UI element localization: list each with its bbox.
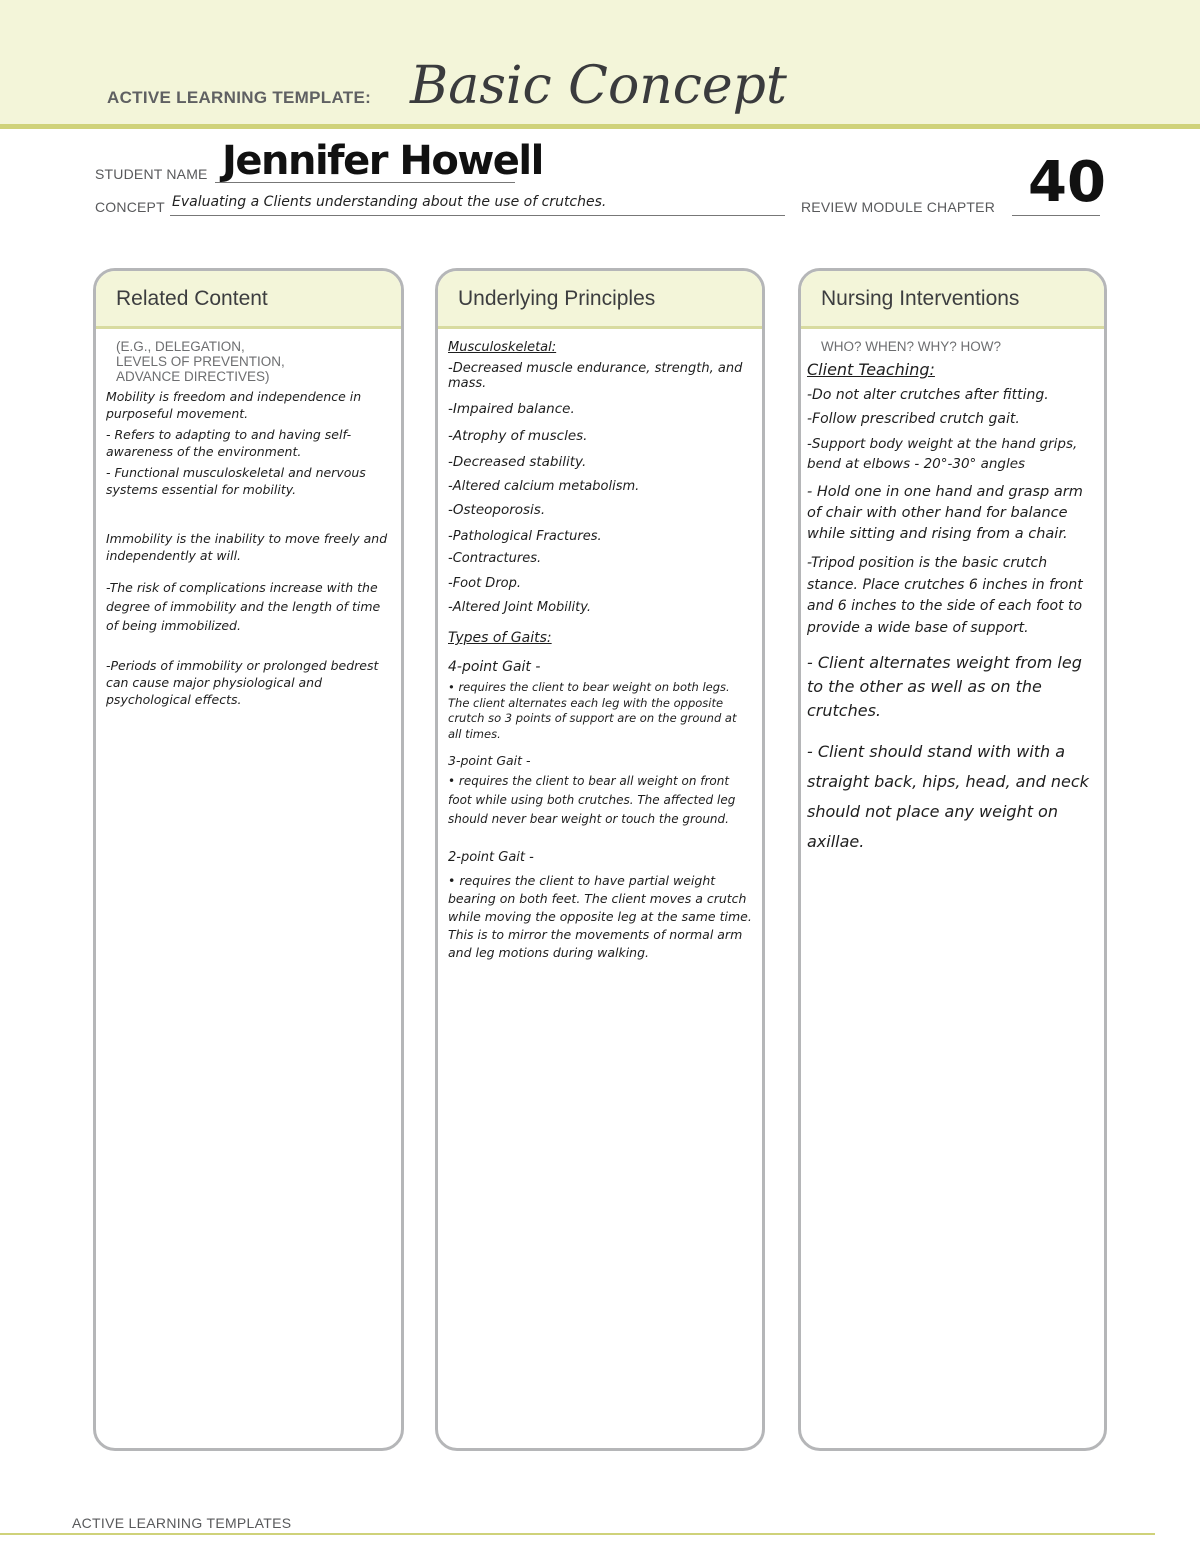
note-line: • requires the client to bear all weight on front foot while using both crutches. The affected leg should never bear weight or touch the ground. <box>448 774 736 826</box>
subtitle-line: ADVANCE DIRECTIVES) <box>116 369 270 384</box>
header-divider <box>0 124 1200 129</box>
template-label: ACTIVE LEARNING TEMPLATE: <box>107 88 372 107</box>
chapter-value: 40 <box>1028 150 1106 215</box>
note-line: - Functional musculoskeletal and nervous systems essential for mobility. <box>106 465 366 497</box>
note-line: -Atrophy of muscles. <box>448 428 588 444</box>
note-line: -Foot Drop. <box>448 576 521 591</box>
nursing-interventions-title: Nursing Interventions <box>801 271 1104 329</box>
note-line: -Pathological Fractures. <box>448 529 602 544</box>
footer-divider <box>0 1533 1155 1535</box>
nursing-interventions-panel <box>798 268 1107 1451</box>
chapter-line <box>1012 215 1100 216</box>
note-line: -Support body weight at the hand grips, bend at elbows - 20°-30° angles <box>807 436 1078 472</box>
note-heading: 2-point Gait - <box>448 850 534 865</box>
note-line: -Altered Joint Mobility. <box>448 600 592 615</box>
subtitle-line: WHO? WHEN? WHY? HOW? <box>821 339 1002 354</box>
note-line: -Altered calcium metabolism. <box>448 479 640 494</box>
note-line: -Do not alter crutches after fitting. <box>807 387 1049 403</box>
note-line: -Decreased stability. <box>448 454 587 470</box>
related-content-subtitle <box>96 329 401 384</box>
student-name-label: STUDENT NAME <box>95 166 208 182</box>
note-line: -Contractures. <box>448 551 542 566</box>
note-heading: Types of Gaits: <box>448 630 552 646</box>
note-heading: 4-point Gait - <box>448 659 541 675</box>
note-line: -The risk of complications increase with the degree of immobility and the length of time of being immobilized. <box>106 580 381 633</box>
underlying-principles-title: Underlying Principles <box>438 271 762 329</box>
concept-line <box>170 215 785 216</box>
interventions-notes <box>801 354 1104 857</box>
note-heading: Client Teaching: <box>807 360 935 379</box>
concept-value: Evaluating a Clients understanding about the use of crutches. <box>172 194 607 210</box>
note-line: Mobility is freedom and independence in purposeful movement. <box>106 389 362 421</box>
note-line: -Impaired balance. <box>448 401 575 417</box>
note-line: -Tripod position is the basic crutch stance. Place crutches 6 inches in front and 6 inches to the side of each foot to provide a wide base of support. <box>807 555 1083 636</box>
note-line: -Decreased muscle endurance, strength, and mass. <box>448 361 743 391</box>
note-line: - Hold one in one hand and grasp arm of chair with other hand for balance while sitting and rising from a chair. <box>807 484 1083 542</box>
footer-label: ACTIVE LEARNING TEMPLATES <box>72 1515 292 1531</box>
note-line: -Follow prescribed crutch gait. <box>807 411 1020 427</box>
note-line: - Refers to adapting to and having self-awareness of the environment. <box>106 427 352 459</box>
note-line: - Client should stand with with a straight back, hips, head, and neck should not place any weight on axillae. <box>807 742 1089 851</box>
template-title: Basic Concept <box>410 56 787 116</box>
note-heading: Musculoskeletal: <box>448 340 557 355</box>
note-line: • requires the client to have partial weight bearing on both feet. The client moves a crutch while moving the opposite leg at the same time. This is to mirror the movements of normal arm and leg motions during walking. <box>448 873 752 960</box>
student-name-value: Jennifer Howell <box>222 138 543 184</box>
underlying-principles-panel <box>435 268 765 1451</box>
related-content-panel <box>93 268 404 1451</box>
note-line: Immobility is the inability to move freely and independently at will. <box>106 531 388 563</box>
note-line: • requires the client to bear weight on both legs. The client alternates each leg with the opposite crutch so 3 points of support are on the ground at all times. <box>448 680 737 741</box>
subtitle-line: LEVELS OF PREVENTION, <box>116 354 285 369</box>
nursing-interventions-subtitle <box>801 329 1104 354</box>
related-notes <box>96 384 401 708</box>
note-line: -Osteoporosis. <box>448 502 546 518</box>
concept-label: CONCEPT <box>95 199 165 215</box>
note-heading: 3-point Gait - <box>448 753 531 768</box>
chapter-label: REVIEW MODULE CHAPTER <box>801 199 995 215</box>
subtitle-line: (E.G., DELEGATION, <box>116 339 245 354</box>
related-content-title: Related Content <box>96 271 401 329</box>
note-line: -Periods of immobility or prolonged bedrest can cause major physiological and psychological effects. <box>106 658 379 707</box>
principles-notes <box>438 329 762 962</box>
note-line: - Client alternates weight from leg to the other as well as on the crutches. <box>807 653 1082 720</box>
